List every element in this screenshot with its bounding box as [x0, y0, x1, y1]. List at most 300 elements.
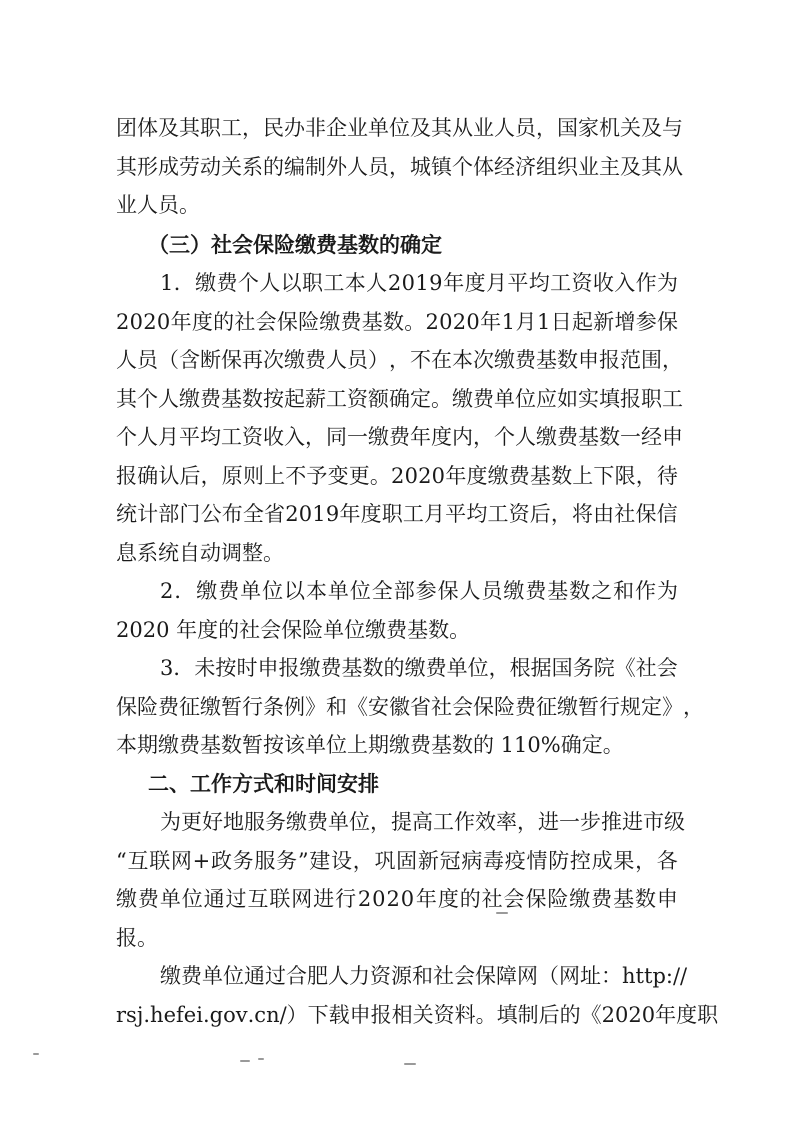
glyph: 网: [559, 964, 580, 988]
glyph: 基: [547, 579, 569, 603]
glyph: ：: [601, 964, 622, 988]
glyph: 费: [137, 887, 159, 911]
glyph: 位: [181, 887, 203, 911]
glyph: 人: [515, 425, 536, 449]
glyph: 家: [578, 116, 599, 140]
glyph: 均: [528, 271, 550, 295]
glyph: 员: [481, 579, 503, 603]
glyph: e: [163, 1003, 176, 1027]
glyph: 度: [466, 464, 488, 488]
glyph: 》: [662, 695, 683, 719]
glyph: 过: [265, 964, 286, 988]
glyph: 网: [517, 964, 538, 988]
scan-speck: [496, 912, 508, 914]
glyph: 缴: [452, 387, 473, 411]
glyph: 个: [237, 271, 259, 295]
glyph: 其: [641, 155, 662, 179]
glyph: 一: [620, 425, 641, 449]
glyph: 为: [657, 271, 678, 295]
glyph: 徽: [389, 695, 410, 719]
glyph: 个: [494, 425, 515, 449]
glyph: n: [266, 1003, 280, 1027]
glyph: 效: [475, 810, 496, 834]
glyph: 如: [557, 387, 578, 411]
glyph: ，: [242, 116, 263, 140]
glyph: 基: [578, 425, 599, 449]
glyph: p: [652, 964, 666, 988]
glyph: 防: [548, 849, 570, 873]
glyph: 本: [305, 579, 327, 603]
glyph: 缴: [196, 579, 218, 603]
glyph: 体: [473, 155, 494, 179]
glyph: 0: [404, 464, 418, 488]
glyph: 不: [410, 348, 431, 372]
glyph: ，: [473, 425, 494, 449]
glyph: 务: [572, 656, 594, 680]
glyph: 起: [572, 310, 594, 334]
glyph: 月: [424, 502, 446, 526]
glyph: 申: [349, 1003, 371, 1027]
glyph: 《: [580, 1003, 602, 1027]
glyph: 参: [415, 579, 437, 603]
glyph: 工: [550, 271, 572, 295]
glyph: 0: [400, 887, 415, 911]
glyph: 后: [529, 502, 551, 526]
glyph: 非: [305, 116, 326, 140]
glyph: 以: [284, 579, 305, 603]
glyph: 平: [445, 502, 467, 526]
glyph: 成: [591, 849, 613, 873]
glyph: 本: [344, 271, 366, 295]
glyph: 部: [393, 579, 415, 603]
glyph: 人: [494, 116, 515, 140]
glyph: 资: [571, 271, 593, 295]
glyph: 人: [328, 964, 349, 988]
glyph: 0: [439, 310, 453, 334]
glyph: 费: [181, 964, 202, 988]
glyph: 工: [221, 116, 242, 140]
body-text-line: [116, 419, 683, 455]
glyph: 缴: [404, 656, 426, 680]
glyph: 《: [347, 695, 368, 719]
glyph: 固: [396, 849, 418, 873]
glyph: 缴: [487, 464, 509, 488]
glyph: 2: [628, 1003, 642, 1027]
glyph: 好: [202, 810, 223, 834]
glyph: ”: [297, 849, 309, 873]
glyph: 《: [614, 656, 636, 680]
glyph: 均: [466, 502, 488, 526]
glyph: 年: [170, 310, 192, 334]
glyph: 基: [536, 348, 557, 372]
glyph: 镇: [431, 155, 452, 179]
glyph: ，: [550, 502, 572, 526]
glyph: 9: [325, 502, 340, 526]
glyph: 单: [446, 656, 468, 680]
glyph: 全: [371, 579, 393, 603]
glyph: 级: [664, 810, 685, 834]
glyph: 申: [257, 656, 279, 680]
glyph: 业: [347, 116, 368, 140]
glyph: 参: [635, 310, 657, 334]
glyph: 联: [149, 849, 171, 873]
glyph: 进: [622, 810, 643, 834]
glyph: 实: [578, 387, 599, 411]
glyph: 员: [515, 116, 536, 140]
glyph: 缴: [536, 425, 557, 449]
glyph: 费: [218, 579, 240, 603]
glyph: 年: [415, 887, 437, 911]
glyph: 报: [116, 464, 137, 488]
glyph: 平: [507, 271, 529, 295]
glyph: 职: [697, 1003, 719, 1027]
glyph: 缴: [368, 425, 389, 449]
glyph: ，: [352, 849, 374, 873]
glyph: .: [202, 1003, 210, 1027]
glyph: 工: [323, 271, 345, 295]
glyph: 度: [437, 887, 459, 911]
glyph: 月: [515, 310, 537, 334]
glyph: 情: [526, 849, 548, 873]
glyph: 日: [550, 310, 572, 334]
glyph: 费: [340, 310, 362, 334]
body-text-line: [116, 110, 683, 146]
glyph: t: [643, 964, 653, 988]
glyph: 其: [179, 116, 200, 140]
glyph: 费: [307, 810, 328, 834]
glyph: 控: [569, 849, 591, 873]
glyph: 员: [137, 348, 158, 372]
glyph: 月: [486, 271, 507, 295]
glyph: 地: [223, 810, 244, 834]
glyph: 本: [452, 348, 473, 372]
glyph: “: [116, 849, 127, 873]
glyph: 位: [262, 579, 284, 603]
body-text-line: [116, 342, 683, 378]
glyph: 进: [538, 810, 559, 834]
glyph: 与: [662, 116, 683, 140]
glyph: /: [279, 1003, 287, 1027]
glyph: ）: [368, 348, 389, 372]
glyph: +: [192, 849, 211, 873]
glyph: 作: [635, 271, 657, 295]
glyph: 省: [410, 695, 431, 719]
glyph: 保: [116, 695, 137, 719]
glyph: 的: [383, 656, 405, 680]
glyph: /: [672, 964, 681, 988]
glyph: 体: [137, 116, 158, 140]
glyph: 国: [551, 656, 573, 680]
glyph: 办: [284, 116, 305, 140]
scan-speck: [258, 1058, 264, 1060]
glyph: 资: [370, 964, 391, 988]
glyph: f: [176, 1003, 184, 1027]
glyph: 基: [361, 310, 383, 334]
glyph: 额: [368, 387, 389, 411]
glyph: 年: [443, 271, 465, 295]
glyph: 织: [557, 155, 578, 179]
glyph: .: [247, 1003, 255, 1027]
glyph: ，: [200, 464, 222, 488]
glyph: 根: [509, 656, 531, 680]
section-heading: 二、工作方式和时间安排: [148, 772, 379, 796]
glyph: 位: [467, 656, 489, 680]
glyph: 建: [309, 849, 331, 873]
glyph: 位: [349, 579, 371, 603]
glyph: 更: [348, 464, 370, 488]
glyph: 关: [221, 155, 242, 179]
glyph: 之: [591, 579, 613, 603]
glyph: 单: [328, 810, 349, 834]
glyph: 城: [410, 155, 431, 179]
glyph: 险: [137, 695, 158, 719]
glyph: 报: [599, 348, 620, 372]
glyph: 0: [401, 271, 415, 295]
glyph: 。: [431, 387, 452, 411]
glyph: 的: [459, 887, 481, 911]
glyph: 险: [494, 695, 515, 719]
glyph: 的: [213, 310, 235, 334]
glyph: 缴: [557, 695, 578, 719]
body-text-line: [116, 496, 678, 532]
glyph: 保: [276, 310, 298, 334]
glyph: 1: [536, 310, 551, 334]
glyph: 新: [417, 849, 439, 873]
glyph: 次: [473, 348, 494, 372]
glyph: 保: [473, 695, 494, 719]
glyph: 社: [431, 695, 452, 719]
glyph: 障: [496, 964, 517, 988]
glyph: 费: [508, 464, 530, 488]
glyph: 0: [372, 887, 386, 911]
glyph: 待: [656, 464, 678, 488]
glyph: 次: [263, 348, 284, 372]
glyph: 申: [662, 425, 683, 449]
glyph: 位: [349, 810, 370, 834]
glyph: 1: [312, 502, 326, 526]
section-heading: （三）社会保险缴费基数的确定: [148, 233, 442, 257]
glyph: 予: [306, 464, 328, 488]
glyph: 基: [221, 387, 242, 411]
body-text-line: 息系统自动调整。: [116, 541, 284, 565]
glyph: ，: [683, 695, 704, 719]
glyph: 度: [431, 425, 452, 449]
glyph: 暂: [221, 695, 242, 719]
glyph: 费: [305, 348, 326, 372]
glyph: r: [116, 1003, 127, 1027]
body-text-line: 2020 年度的社会保险单位缴费基数。: [116, 618, 471, 642]
glyph: ．: [174, 579, 196, 603]
glyph: 应: [536, 387, 557, 411]
glyph: 0: [466, 310, 480, 334]
glyph: 收: [592, 271, 614, 295]
glyph: 保: [475, 964, 496, 988]
glyph: 工: [221, 425, 242, 449]
glyph: 报: [620, 387, 641, 411]
glyph: 年: [655, 1003, 677, 1027]
glyph: 门: [179, 502, 201, 526]
glyph: 进: [313, 887, 335, 911]
glyph: 人: [259, 271, 281, 295]
glyph: 成: [158, 155, 179, 179]
glyph: 内: [452, 425, 473, 449]
glyph: 0: [431, 464, 445, 488]
body-text-line: [160, 573, 678, 609]
glyph: s: [126, 1003, 137, 1027]
glyph: 1: [415, 271, 429, 295]
glyph: 在: [431, 348, 452, 372]
glyph: 力: [349, 964, 370, 988]
glyph: 个: [116, 425, 137, 449]
glyph: 数: [634, 887, 656, 911]
glyph: 费: [591, 887, 613, 911]
glyph: 单: [240, 579, 262, 603]
glyph: 料: [454, 1003, 476, 1027]
glyph: 认: [158, 464, 180, 488]
glyph: 关: [620, 116, 641, 140]
glyph: 疫: [504, 849, 526, 873]
glyph: 人: [326, 348, 347, 372]
glyph: 及: [641, 116, 662, 140]
glyph: 个: [452, 155, 473, 179]
glyph: 确: [389, 387, 410, 411]
scan-speck: [404, 1063, 416, 1065]
glyph: 未: [194, 656, 216, 680]
glyph: 编: [284, 155, 305, 179]
glyph: 职: [302, 271, 323, 295]
glyph: 申: [656, 887, 678, 911]
glyph: ．: [173, 656, 195, 680]
glyph: 费: [158, 695, 179, 719]
glyph: 险: [298, 310, 320, 334]
glyph: 据: [530, 656, 552, 680]
glyph: 保: [635, 502, 657, 526]
glyph: :: [665, 964, 673, 988]
glyph: 数: [599, 425, 620, 449]
glyph: 0: [615, 1003, 629, 1027]
body-text-line: [160, 804, 685, 840]
glyph: 0: [129, 310, 143, 334]
glyph: 费: [200, 387, 221, 411]
glyph: 国: [557, 116, 578, 140]
glyph: ，: [635, 849, 657, 873]
glyph: 务: [265, 810, 286, 834]
glyph: 政: [210, 849, 232, 873]
body-text-line: [116, 304, 678, 340]
glyph: 单: [159, 887, 181, 911]
glyph: 增: [614, 310, 636, 334]
glyph: 规: [620, 695, 641, 719]
glyph: 服: [244, 810, 265, 834]
glyph: 年: [480, 310, 502, 334]
glyph: 原: [221, 464, 243, 488]
glyph: h: [150, 1003, 164, 1027]
glyph: 下: [307, 1003, 329, 1027]
glyph: 单: [494, 387, 515, 411]
body-text-line: 报。: [116, 926, 158, 950]
glyph: h: [622, 964, 636, 988]
glyph: 数: [569, 579, 591, 603]
glyph: 和: [326, 695, 347, 719]
glyph: 变: [327, 464, 349, 488]
glyph: 1: [501, 310, 515, 334]
glyph: 制: [517, 1003, 539, 1027]
body-text-line: [160, 650, 678, 686]
glyph: 基: [613, 887, 635, 911]
glyph: 经: [641, 425, 662, 449]
glyph: 及: [410, 116, 431, 140]
glyph: 度: [676, 1003, 698, 1027]
glyph: 费: [473, 387, 494, 411]
glyph: ，: [389, 348, 410, 372]
glyph: 务: [232, 849, 254, 873]
glyph: 缴: [299, 656, 321, 680]
glyph: 统: [116, 502, 137, 526]
glyph: ，: [370, 810, 391, 834]
glyph: 布: [221, 502, 243, 526]
glyph: 保: [437, 579, 459, 603]
glyph: ，: [662, 348, 683, 372]
glyph: 数: [242, 387, 263, 411]
glyph: 网: [170, 849, 192, 873]
glyph: ）: [286, 1003, 308, 1027]
glyph: 社: [481, 887, 503, 911]
glyph: 业: [578, 155, 599, 179]
glyph: 薪: [305, 387, 326, 411]
glyph: 3: [160, 656, 174, 680]
glyph: 企: [326, 116, 347, 140]
glyph: 0: [156, 310, 171, 334]
glyph: 职: [200, 116, 221, 140]
glyph: 再: [242, 348, 263, 372]
glyph: 位: [389, 116, 410, 140]
glyph: 主: [599, 155, 620, 179]
glyph: 院: [593, 656, 615, 680]
glyph: 2: [425, 310, 439, 334]
glyph: 动: [200, 155, 221, 179]
glyph: e: [183, 1003, 197, 1027]
glyph: 外: [326, 155, 347, 179]
glyph: 填: [496, 1003, 518, 1027]
glyph: 后: [179, 464, 201, 488]
glyph: 过: [225, 887, 247, 911]
glyph: 民: [263, 116, 284, 140]
glyph: 及: [620, 155, 641, 179]
glyph: 源: [391, 964, 412, 988]
glyph: 制: [305, 155, 326, 179]
glyph: 更: [181, 810, 202, 834]
glyph: 联: [269, 887, 291, 911]
glyph: 缴: [116, 887, 137, 911]
glyph: 推: [601, 810, 622, 834]
glyph: ，: [635, 464, 657, 488]
glyph: 步: [580, 810, 601, 834]
glyph: 的: [263, 155, 284, 179]
glyph: 机: [599, 116, 620, 140]
body-text-line: [116, 843, 678, 879]
glyph: 上: [572, 464, 594, 488]
glyph: 职: [381, 502, 403, 526]
glyph: 。: [404, 310, 426, 334]
glyph: 数: [362, 656, 384, 680]
glyph: 条: [263, 695, 284, 719]
glyph: 员: [368, 155, 389, 179]
glyph: 费: [389, 425, 410, 449]
glyph: 务: [276, 849, 298, 873]
glyph: g: [209, 1003, 224, 1027]
glyph: 费: [557, 425, 578, 449]
glyph: 员: [347, 348, 368, 372]
